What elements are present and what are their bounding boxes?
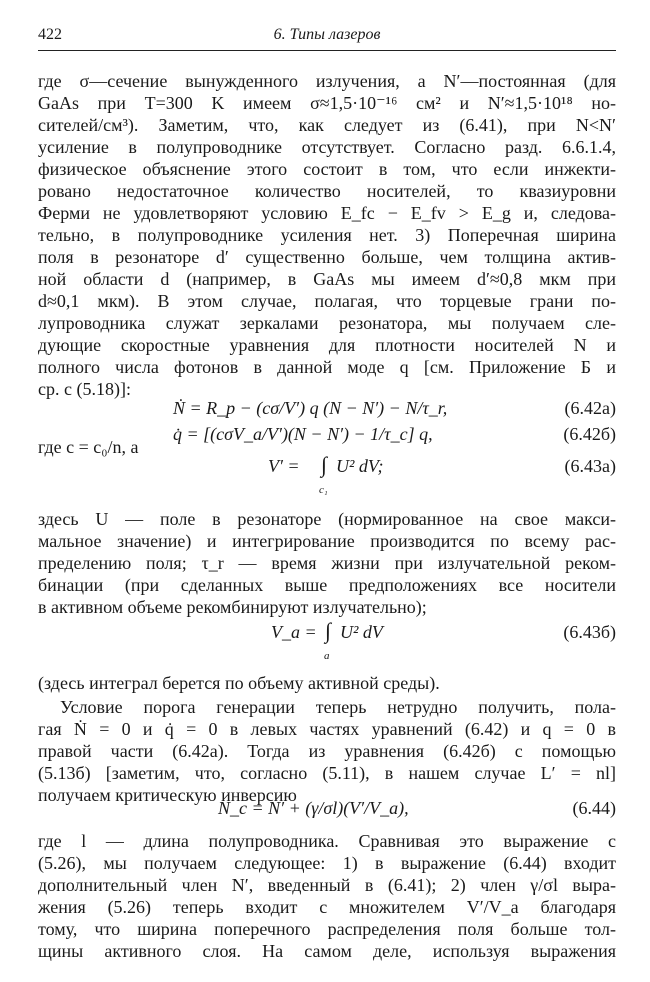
text-line: усиление в полупроводнике отсутствует. Согласно разд. 6.6.1.4, <box>38 137 616 157</box>
text-line: ровано недостаточное количество носителей, то квазиуровни <box>38 181 616 201</box>
text-line: (5.13б) [заметим, что, согласно (5.11), в нашем случае L′ = nl] <box>38 763 616 783</box>
equation-6-42a <box>38 398 616 422</box>
equation-6-43a <box>38 452 616 496</box>
text-line: мальное значение) и интегрирование производится по всему рас- <box>38 531 616 551</box>
text-line: ной области d (например, в GaAs мы имеем d′≈0,8 мкм при <box>38 269 616 289</box>
page-number: 422 <box>38 26 62 43</box>
equation-number: (6.42а) <box>564 398 616 418</box>
integral-sign: ∫ <box>321 452 328 477</box>
equation-left: V_a = <box>271 622 317 642</box>
text-line: дополнительный член N′, введенный в (6.41); 2) член γ/σl выра- <box>38 875 616 895</box>
page-header <box>38 26 616 48</box>
text-line: правой части (6.42а). Тогда из уравнения (6.42б) с помощью <box>38 741 616 761</box>
text-line: щины активного слоя. На самом деле, используя выражения <box>38 941 616 961</box>
text-line: где l — длина полупроводника. Сравнивая это выражение с <box>38 831 616 851</box>
text-line: тому, что ширина поперечного распределения поля больше тол- <box>38 919 616 939</box>
text-line: бинации (при сделанных выше предположениях все носители <box>38 575 616 595</box>
text-line: дующие скоростные уравнения для плотности носителей N и <box>38 335 616 355</box>
equation-body: Ṅ = R_p − (cσ/V′) q (N − N′) − N/τ_r, <box>173 398 448 418</box>
text-line: Условие порога генерации теперь нетрудно получить, пола- <box>60 697 616 717</box>
paragraph-4 <box>38 696 616 806</box>
text-line: (здесь интеграл берется по объему активной среды). <box>38 673 440 693</box>
text-line: тельно, в полупроводнике усиления нет. 3) Поперечная ширина <box>38 225 616 245</box>
equation-body: q̇ = [(cσV_a/V′)(N − N′) − 1/τ_c] q, <box>173 424 433 444</box>
text-line: полного числа фотонов в данной моде q [см. Приложение Б и <box>38 357 616 377</box>
text-line: Ферми не удовлетворяют условию E_fc − E_fv > E_g и, следова- <box>38 203 616 223</box>
equation-number: (6.43б) <box>563 622 616 642</box>
header-rule <box>38 50 616 51</box>
equation-number: (6.44) <box>572 798 616 818</box>
text-line: GaAs при T=300 K имеем σ≈1,5·10⁻¹⁶ см² и N′≈1,5·10¹⁸ но- <box>38 93 616 113</box>
text-line: физическое объяснение этого состоит в том, что если инжекти- <box>38 159 616 179</box>
equation-6-44 <box>38 798 616 822</box>
chapter-title: 6. Типы лазеров <box>273 26 381 43</box>
text-line: гая Ṅ = 0 и q̇ = 0 в левых частях уравнений (6.42) и q = 0 в <box>38 719 616 739</box>
equation-body: N_c = N′ + (γ/σl)(V′/V_a), <box>218 798 409 818</box>
equation-6-43b <box>38 618 616 666</box>
paragraph-5 <box>38 830 616 962</box>
paragraph-1 <box>38 70 616 400</box>
text-line: где σ—сечение вынужденного излучения, а N′—постоянная (для <box>38 71 616 91</box>
text-line: где c = c₀/n, а <box>38 437 139 457</box>
integral-sign: ∫ <box>325 618 332 643</box>
integral-subscript: c₁ <box>319 484 328 496</box>
text-line: (5.26), мы получаем следующее: 1) в выражение (6.44) входит <box>38 853 616 873</box>
text-line: сителей/см³). Заметим, что, как следует из (6.41), при N<N′ <box>38 115 616 135</box>
paragraph-2 <box>38 508 616 618</box>
integral-subscript: a <box>324 650 330 662</box>
text-line: d≈0,1 мкм). В этом случае, полагая, что торцевые грани по- <box>38 291 616 311</box>
text-line: поля в резонаторе d′ существенно больше, чем толщина актив- <box>38 247 616 267</box>
equation-number: (6.43а) <box>564 456 616 476</box>
text-line: здесь U — поле в резонаторе (нормированное на свое макси- <box>38 509 616 529</box>
equation-right: U² dV; <box>336 456 384 476</box>
text-line: жения (5.26) теперь входит с множителем V′/V_a благодаря <box>38 897 616 917</box>
text-line: получаем критическую инверсию <box>38 785 297 805</box>
text-line: пределению поля; τ_r — время жизни при излучательной реком- <box>38 553 616 573</box>
text-line: ср. с (5.18)]: <box>38 379 131 399</box>
paragraph-3 <box>38 672 616 694</box>
text-line: лупроводника служат зеркалами резонатора, мы получаем сле- <box>38 313 616 333</box>
equation-number: (6.42б) <box>563 424 616 444</box>
equation-right: U² dV <box>340 622 383 642</box>
text-line: в активном объеме рекомбинируют излучательно); <box>38 597 427 617</box>
equation-left: V′ = <box>268 456 300 476</box>
